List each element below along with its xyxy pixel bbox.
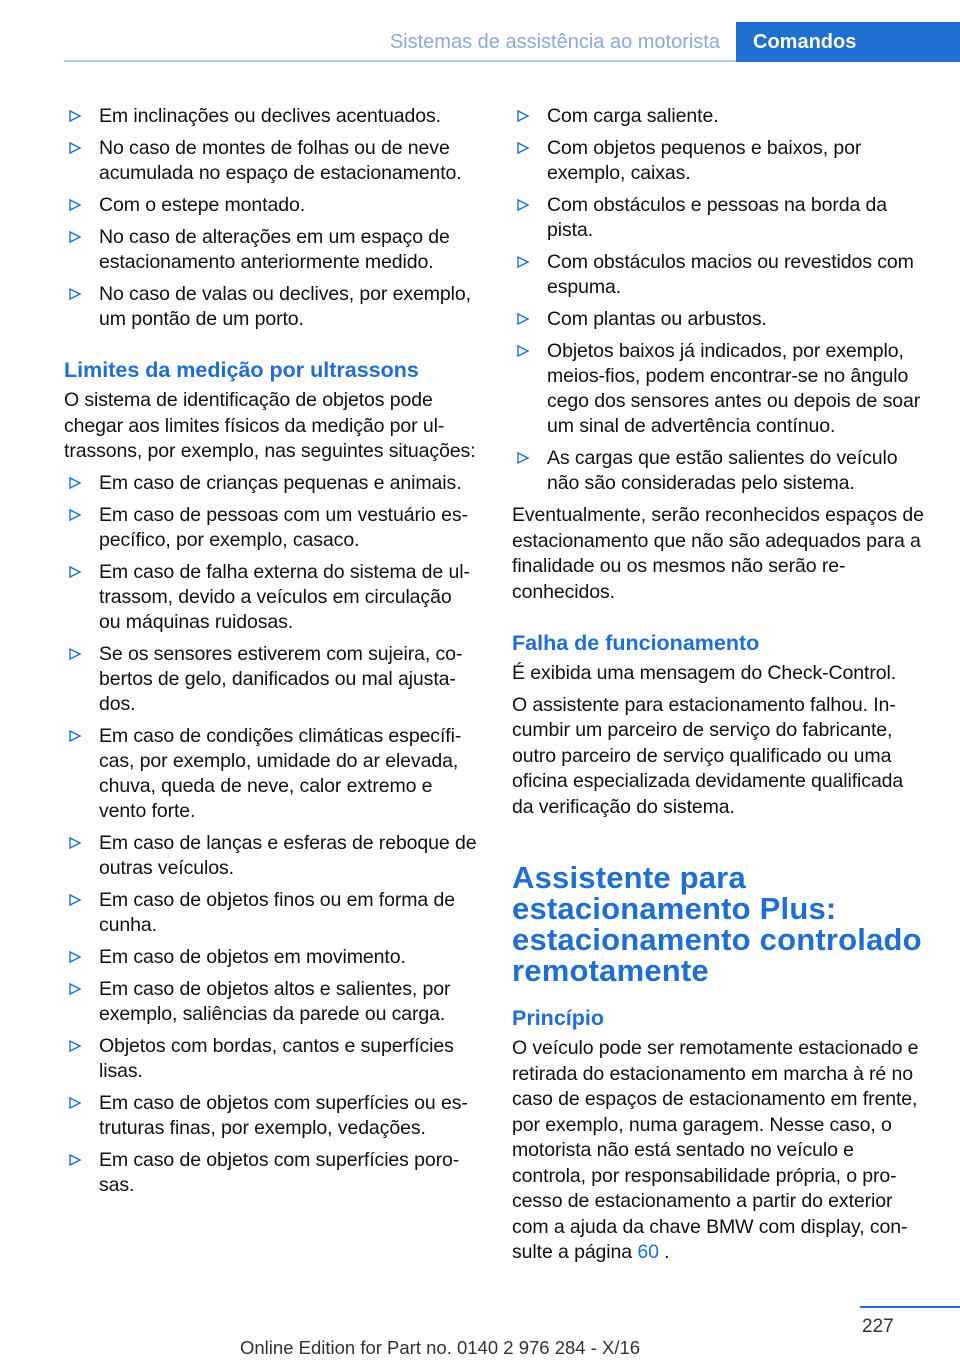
bullet-item — [64, 977, 478, 1027]
page-link[interactable]: 60 — [637, 1241, 659, 1263]
bullet-list — [64, 471, 478, 1198]
principle-end: . — [658, 1241, 670, 1263]
triangle-right-icon — [516, 109, 530, 123]
bullet-item — [512, 339, 926, 439]
bullet-item — [64, 724, 478, 824]
bullet-item — [64, 282, 478, 332]
footer-divider — [860, 1306, 960, 1308]
bullet-text: Em caso de objetos em movimento. — [99, 945, 406, 968]
fault-text-2: O assistente para estacionamento falhou. Incumbir um parceiro de serviço do fabricante, outro parceiro de serviço qualificado ou uma oficina especializada devidamente qualificada da verificação do sistema. — [512, 693, 904, 818]
principle-text — [512, 1036, 926, 1266]
bullet-item — [64, 1034, 478, 1084]
principle-body: O veículo pode ser remotamente estacionado e retirada do estacionamento em marcha à ré no caso de espaços de estacionamento em frente, por exemplo, numa garagem. Nesse caso, o motorista não está sentado no veículo e controla, por responsabilidade própria, o processo de estacionamento a partir do exterior com a ajuda da chave BMW com display, consulte a página — [512, 1037, 919, 1263]
bullet-item — [512, 446, 926, 496]
triangle-right-icon — [516, 198, 530, 212]
header-divider — [64, 60, 736, 62]
limits-intro: O sistema de identificação de objetos pode chegar aos limites físicos da medição por ultrassons, por exemplo, nas seguintes situações: — [64, 389, 476, 462]
heading-fault: Falha de funcionamento — [512, 631, 760, 655]
bullet-text: Objetos baixos já indicados, por exemplo, meios-fios, podem encontrar-se no ângulo cego dos sensores antes ou depois de soar um sinal de advertência contínuo. — [547, 340, 921, 437]
bullet-item — [512, 193, 926, 243]
bullet-item — [64, 560, 478, 635]
bullet-item — [512, 136, 926, 186]
triangle-right-icon — [68, 141, 82, 155]
bullet-text: Em caso de pessoas com um vestuário específico, por exemplo, casaco. — [99, 503, 469, 551]
bullet-item — [64, 193, 478, 218]
bullet-text: Em caso de falha externa do sistema de ultrassom, devido a veículos em circulação ou máquinas ruidosas. — [99, 560, 470, 633]
triangle-right-icon — [68, 1039, 82, 1053]
bullet-text: Com plantas ou arbustos. — [547, 308, 767, 330]
bullet-item — [64, 1148, 478, 1198]
bullet-text: As cargas que estão salientes do veículo não são consideradas pelo sistema. — [547, 447, 898, 494]
bullet-item — [64, 503, 478, 553]
triangle-right-icon — [516, 344, 530, 358]
triangle-right-icon — [68, 1096, 82, 1110]
edition-text: Online Edition for Part no. 0140 2 976 284 - X/16 — [240, 1337, 641, 1358]
bullet-item — [64, 136, 478, 186]
triangle-right-icon — [68, 647, 82, 661]
triangle-right-icon — [516, 312, 530, 326]
bullet-item — [64, 104, 478, 129]
eventual-text: Eventualmente, serão reconhecidos espaços de estacionamento que não são adequados para a finalidade ou os mesmos não serão reconhecidos. — [512, 504, 924, 603]
bullet-item — [64, 888, 478, 938]
bullet-text: Com o estepe montado. — [99, 194, 306, 216]
bullet-text: No caso de montes de folhas ou de neve acumulada no espaço de estacionamento. — [99, 137, 462, 184]
bullet-text: Em caso de lanças e esferas de reboque de outras veículos. — [99, 831, 477, 879]
triangle-right-icon — [516, 141, 530, 155]
bullet-text: Em caso de objetos altos e salientes, por exemplo, saliências da parede ou carga. — [99, 977, 451, 1025]
triangle-right-icon — [68, 950, 82, 964]
bullet-item — [64, 642, 478, 717]
bullet-text: Em caso de crianças pequenas e animais. — [99, 471, 462, 494]
bullet-text: Em caso de condições climáticas específicas, por exemplo, umidade do ar elevada, chuva, queda de neve, calor extremo e vento forte. — [99, 724, 462, 822]
heading-limits: Limites da medição por ultrassons — [64, 358, 419, 382]
right-column — [512, 104, 926, 1272]
bullet-item — [512, 250, 926, 300]
triangle-right-icon — [68, 729, 82, 743]
heading-principle: Princípio — [512, 1006, 604, 1030]
bullet-text: Com objetos pequenos e baixos, por exemplo, caixas. — [547, 137, 862, 184]
bullet-item — [64, 225, 478, 275]
bullet-text: Com obstáculos e pessoas na borda da pista. — [547, 194, 888, 241]
bullet-item — [64, 945, 478, 970]
bullet-item — [64, 471, 478, 496]
bullet-text: Se os sensores estiverem com sujeira, cobertos de gelo, danificados ou mal ajustados. — [99, 642, 463, 715]
bullet-text: Com obstáculos macios ou revestidos com espuma. — [547, 251, 914, 298]
triangle-right-icon — [68, 982, 82, 996]
triangle-right-icon — [68, 287, 82, 301]
triangle-right-icon — [68, 565, 82, 579]
page-number: 227 — [862, 1316, 894, 1337]
bullet-text: Em caso de objetos finos ou em forma de cunha. — [99, 888, 455, 936]
header-tab-comandos: Comandos — [736, 22, 960, 62]
left-column — [64, 104, 478, 1205]
bullet-list — [512, 104, 926, 496]
bullet-text: No caso de valas ou declives, por exemplo, um pontão de um porto. — [99, 283, 471, 330]
triangle-right-icon — [516, 451, 530, 465]
bullet-text: Em caso de objetos com superfícies ou estruturas finas, por exemplo, vedações. — [99, 1091, 468, 1139]
bullet-text: Com carga saliente. — [547, 105, 719, 127]
bullet-text: No caso de alterações em um espaço de estacionamento anteriormente medido. — [99, 226, 450, 273]
triangle-right-icon — [68, 198, 82, 212]
fault-text-1: É exibida uma mensagem do Check-Control. — [512, 662, 897, 684]
bullet-text: Em caso de objetos com superfícies porosas. — [99, 1148, 460, 1196]
triangle-right-icon — [516, 255, 530, 269]
bullet-item — [64, 1091, 478, 1141]
triangle-right-icon — [68, 836, 82, 850]
bullet-item — [512, 104, 926, 129]
bullet-text: Objetos com bordas, cantos e superfícies lisas. — [99, 1034, 454, 1082]
header-section-title: Sistemas de assistência ao motorista — [389, 31, 720, 53]
triangle-right-icon — [68, 230, 82, 244]
triangle-right-icon — [68, 1153, 82, 1167]
triangle-right-icon — [68, 893, 82, 907]
main-heading: Assistente para estacionamento Plus: estacionamento controlado remotamente — [512, 860, 922, 988]
triangle-right-icon — [68, 109, 82, 123]
triangle-right-icon — [68, 508, 82, 522]
bullet-list — [64, 104, 478, 332]
triangle-right-icon — [68, 476, 82, 490]
bullet-item — [512, 307, 926, 332]
bullet-item — [64, 831, 478, 881]
bullet-text: Em inclinações ou declives acentuados. — [99, 105, 441, 127]
